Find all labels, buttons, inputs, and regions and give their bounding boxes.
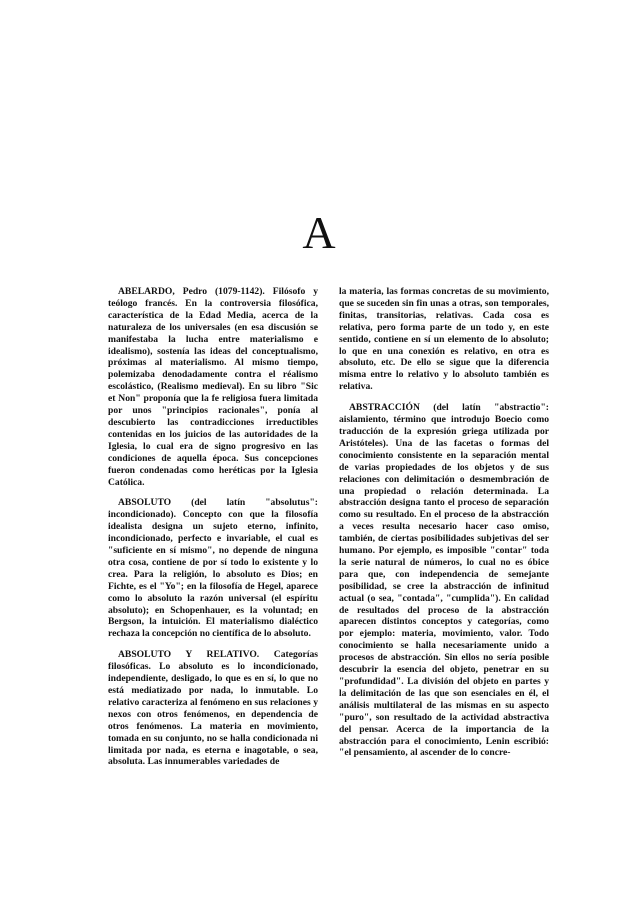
entry-heading: ABSTRACCIÓN xyxy=(349,402,420,414)
left-column xyxy=(108,286,318,777)
entry-heading: ABSOLUTO Y RELATIVO. xyxy=(118,649,260,661)
entry-text: (del latín "abstractio": aislamiento, término que introdujo Boecio como traducción de la expresión griega utilizada por Aristóteles). Una de las facetas o formas del conocimiento consistente en la separación mental de varias propiedades de los objetos y de sus relaciones con delimitación o desmembración de una propiedad o relación determinada. La abstracción designa tanto el proceso de separación como su resultado. En el proceso de la abstracción a veces resulta necesario hacer caso omiso, también, de ciertas posibilidades subjetivas del ser humano. Por ejemplo, es imposible "contar" toda la serie natural de números, lo cual no es óbice para que, con independencia de semejante posibilidad, se cree la abstracción de infinitud actual (o sea, "contada", "cumplida"). En calidad de resultados del proceso de la abstracción aparecen distintos conceptos y categorías, como por ejemplo: materia, movimiento, valor. Todo conocimiento se halla necesariamente unido a procesos de abstracción. Sin ellos no sería posible descubrir la esencia del objeto, penetrar en su "profundidad". La división del objeto en partes y la delimitación de las que son esenciales en él, el análisis multilateral de las mismas en su aspecto "puro", son resultado de la actividad abstractiva del pensar. Acerca de la importancia de la abstracción para el conocimiento, Lenin escribió: "el pensamiento, al ascender de lo concre- xyxy=(339,402,549,759)
entry-text: Categorías filosóficas. Lo absoluto es lo incondicionado, independiente, desligado, lo que es en sí, lo que no está mediatizado por nada, lo inmutable. Lo relativo caracteriza al fenómeno en sus relaciones y nexos con otros fenómenos, en dependencia de otros fenómenos. La materia en movimiento, tomada en su conjunto, no se halla condicionada ni limitada por nada, es eterna e inagotable, o sea, absoluta. Las innumerables variedades de xyxy=(108,649,319,768)
entry-text: (del latín "absolutus": incondicionado). Concepto con que la filosofía idealista designa un sujeto eterno, infinito, incondicionado, perfecto e invariable, el cual es "suficiente en sí mismo", no depende de ninguna otra cosa, contiene de por sí todo lo existente y lo crea. Para la religión, lo absoluto es Dios; en Fichte, es el "Yo"; en la filosofía de Hegel, aparece como lo absoluto la razón universal (el espíritu absoluto); en Schopenhauer, es la voluntad; en Bergson, la intuición. El materialismo dialéctico rechaza la concepción no científica de lo absoluto. xyxy=(108,497,318,640)
entry-absoluto-y-relativo xyxy=(108,649,318,768)
entry-continuation xyxy=(339,286,549,393)
page-letter: A xyxy=(302,207,336,258)
entry-heading: ABSOLUTO xyxy=(118,497,172,509)
entry-abstraccion xyxy=(339,402,549,759)
entry-text: Filósofo y teólogo francés. En la controversia filosófica, característica de la Edad Media, acerca de la naturaleza de los universales (en esa discusión se manifestaba la lucha entre materialismo e idealismo), sostenía las ideas del conceptualismo, próximas al materialismo. Al mismo tiempo, polemizaba denodadamente contra el réalismo escolástico, (Realismo medieval). En su libro "Sic et Non" proponía que la fe religiosa fuera limitada por unos "principios racionales", ponía al descubierto las contradicciones irreductibles contenidas en los juicios de las autoridades de la Iglesia, lo cual era de signo progresivo en las condiciones de aquella época. Sus concepciones fueron condenadas como heréticas por la Iglesia Católica. xyxy=(108,286,318,488)
right-column xyxy=(339,286,549,768)
entry-abelardo xyxy=(108,286,318,488)
entry-text: la materia, las formas concretas de su movimiento, que se suceden sin fin unas a otras, son temporales, finitas, transitorias, relativas. Cada cosa es relativa, pero forma parte de un todo y, en este sentido, contiene en sí un elemento de lo absoluto; lo que en una conexión es relativo, en otra es absoluto, etc. De ello se sigue que la diferencia misma entre lo relativo y lo absoluto también es relativa. xyxy=(339,286,549,393)
entry-heading: ABELARDO, Pedro (1079-1142). xyxy=(118,286,265,297)
entry-absoluto xyxy=(108,497,318,640)
